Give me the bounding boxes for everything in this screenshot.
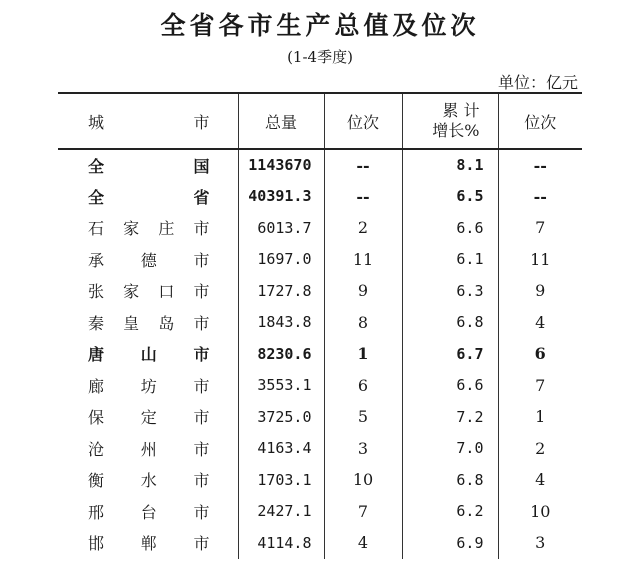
cell-total: 6013.7 — [238, 212, 324, 244]
cell-growth: 6.6 — [402, 370, 498, 402]
cell-total: 1727.8 — [238, 275, 324, 307]
table-row — [58, 181, 582, 213]
cell-city — [58, 212, 238, 244]
table-header — [58, 93, 582, 149]
cell-growth-rank: 9 — [498, 275, 582, 307]
cell-total: 8230.6 — [238, 338, 324, 370]
city-char: 市 — [193, 313, 210, 333]
table-row — [58, 433, 582, 465]
city-char: 台 — [140, 502, 157, 522]
cell-growth-rank: 3 — [498, 527, 582, 559]
cell-city — [58, 527, 238, 559]
city-char: 沧 — [88, 439, 105, 459]
table-row — [58, 244, 582, 276]
cell-rank: 1 — [324, 338, 402, 370]
city-char: 市 — [193, 282, 210, 302]
cell-total: 4163.4 — [238, 433, 324, 465]
header-row — [58, 93, 582, 149]
table-row — [58, 464, 582, 496]
header-rank: 位次 — [324, 93, 402, 149]
cell-rank: -- — [324, 181, 402, 213]
header-city-left: 城 — [88, 112, 105, 132]
city-char: 唐 — [88, 345, 105, 365]
city-char: 德 — [140, 250, 157, 270]
table-row — [58, 212, 582, 244]
city-char: 水 — [140, 471, 157, 491]
cell-city — [58, 244, 238, 276]
unit-label: 单位：亿元 — [497, 73, 578, 92]
cell-growth: 6.8 — [402, 464, 498, 496]
table-row — [58, 275, 582, 307]
header-total: 总量 — [238, 93, 324, 149]
table-row — [58, 401, 582, 433]
cell-city — [58, 149, 238, 181]
table-row — [58, 370, 582, 402]
header-growth-line1: 累 计 — [442, 101, 480, 120]
table-row — [58, 307, 582, 339]
city-char: 市 — [193, 408, 210, 428]
table-body — [58, 149, 582, 559]
cell-total: 3553.1 — [238, 370, 324, 402]
cell-growth-rank: 10 — [498, 496, 582, 528]
page-title: 全省各市生产总值及位次 — [160, 11, 480, 40]
cell-growth-rank: 7 — [498, 370, 582, 402]
city-char: 市 — [193, 219, 210, 239]
city-char: 定 — [140, 408, 157, 428]
cell-rank: 2 — [324, 212, 402, 244]
cell-growth: 6.2 — [402, 496, 498, 528]
cell-growth-rank: 2 — [498, 433, 582, 465]
city-char: 市 — [193, 534, 210, 554]
city-char: 市 — [193, 345, 210, 365]
city-char: 省 — [193, 187, 210, 207]
cell-city — [58, 433, 238, 465]
city-char: 邯 — [88, 534, 105, 554]
city-char: 岛 — [158, 313, 175, 333]
table-row — [58, 338, 582, 370]
city-char: 山 — [140, 345, 157, 365]
cell-rank: 8 — [324, 307, 402, 339]
cell-growth-rank: 1 — [498, 401, 582, 433]
cell-rank: 4 — [324, 527, 402, 559]
city-char: 衡 — [88, 471, 105, 491]
header-city — [58, 93, 238, 149]
page-subtitle: (1-4季度) — [287, 48, 353, 66]
cell-growth: 6.1 — [402, 244, 498, 276]
cell-growth-rank: 4 — [498, 307, 582, 339]
cell-growth-rank: -- — [498, 149, 582, 181]
city-char: 全 — [88, 187, 105, 207]
cell-growth: 6.8 — [402, 307, 498, 339]
header-city-right: 市 — [193, 112, 210, 132]
header-growth-line2: 增长% — [432, 121, 480, 140]
cell-total: 1703.1 — [238, 464, 324, 496]
table-row — [58, 496, 582, 528]
cell-rank: 3 — [324, 433, 402, 465]
cell-city — [58, 496, 238, 528]
city-char: 郸 — [140, 534, 157, 554]
city-char: 口 — [158, 282, 175, 302]
cell-total: 1843.8 — [238, 307, 324, 339]
cell-growth: 6.3 — [402, 275, 498, 307]
cell-growth-rank: -- — [498, 181, 582, 213]
city-char: 廊 — [88, 376, 105, 396]
city-char: 国 — [193, 156, 210, 176]
cell-rank: 5 — [324, 401, 402, 433]
city-char: 市 — [193, 376, 210, 396]
city-char: 保 — [88, 408, 105, 428]
city-char: 市 — [193, 502, 210, 522]
header-growth-rank: 位次 — [498, 93, 582, 149]
cell-total: 4114.8 — [238, 527, 324, 559]
city-char: 庄 — [158, 219, 175, 239]
cell-city — [58, 307, 238, 339]
cell-total: 40391.3 — [238, 181, 324, 213]
cell-rank: 9 — [324, 275, 402, 307]
cell-city — [58, 181, 238, 213]
city-char: 全 — [88, 156, 105, 176]
city-char: 秦 — [88, 313, 105, 333]
gdp-table-container — [58, 92, 582, 559]
cell-total: 3725.0 — [238, 401, 324, 433]
city-char: 市 — [193, 471, 210, 491]
city-char: 张 — [88, 282, 105, 302]
gdp-table — [58, 92, 582, 559]
city-char: 家 — [123, 219, 140, 239]
table-row — [58, 527, 582, 559]
city-char: 承 — [88, 250, 105, 270]
city-char: 市 — [193, 250, 210, 270]
city-char: 州 — [140, 439, 157, 459]
cell-city — [58, 275, 238, 307]
cell-growth: 6.6 — [402, 212, 498, 244]
cell-total: 1697.0 — [238, 244, 324, 276]
cell-city — [58, 338, 238, 370]
cell-city — [58, 464, 238, 496]
cell-city — [58, 401, 238, 433]
cell-growth: 7.0 — [402, 433, 498, 465]
cell-rank: 7 — [324, 496, 402, 528]
cell-growth: 7.2 — [402, 401, 498, 433]
cell-total: 1143670 — [238, 149, 324, 181]
cell-rank: 10 — [324, 464, 402, 496]
city-char: 皇 — [123, 313, 140, 333]
cell-growth-rank: 7 — [498, 212, 582, 244]
city-char: 家 — [123, 282, 140, 302]
header-growth — [402, 93, 498, 149]
city-char: 坊 — [140, 376, 157, 396]
cell-rank: -- — [324, 149, 402, 181]
cell-growth-rank: 6 — [498, 338, 582, 370]
cell-growth: 6.9 — [402, 527, 498, 559]
cell-city — [58, 370, 238, 402]
city-char: 市 — [193, 439, 210, 459]
cell-growth: 6.7 — [402, 338, 498, 370]
city-char: 邢 — [88, 502, 105, 522]
cell-growth: 8.1 — [402, 149, 498, 181]
cell-rank: 6 — [324, 370, 402, 402]
cell-rank: 11 — [324, 244, 402, 276]
cell-growth-rank: 4 — [498, 464, 582, 496]
table-row — [58, 149, 582, 181]
cell-growth: 6.5 — [402, 181, 498, 213]
city-char: 石 — [88, 219, 105, 239]
cell-total: 2427.1 — [238, 496, 324, 528]
cell-growth-rank: 11 — [498, 244, 582, 276]
